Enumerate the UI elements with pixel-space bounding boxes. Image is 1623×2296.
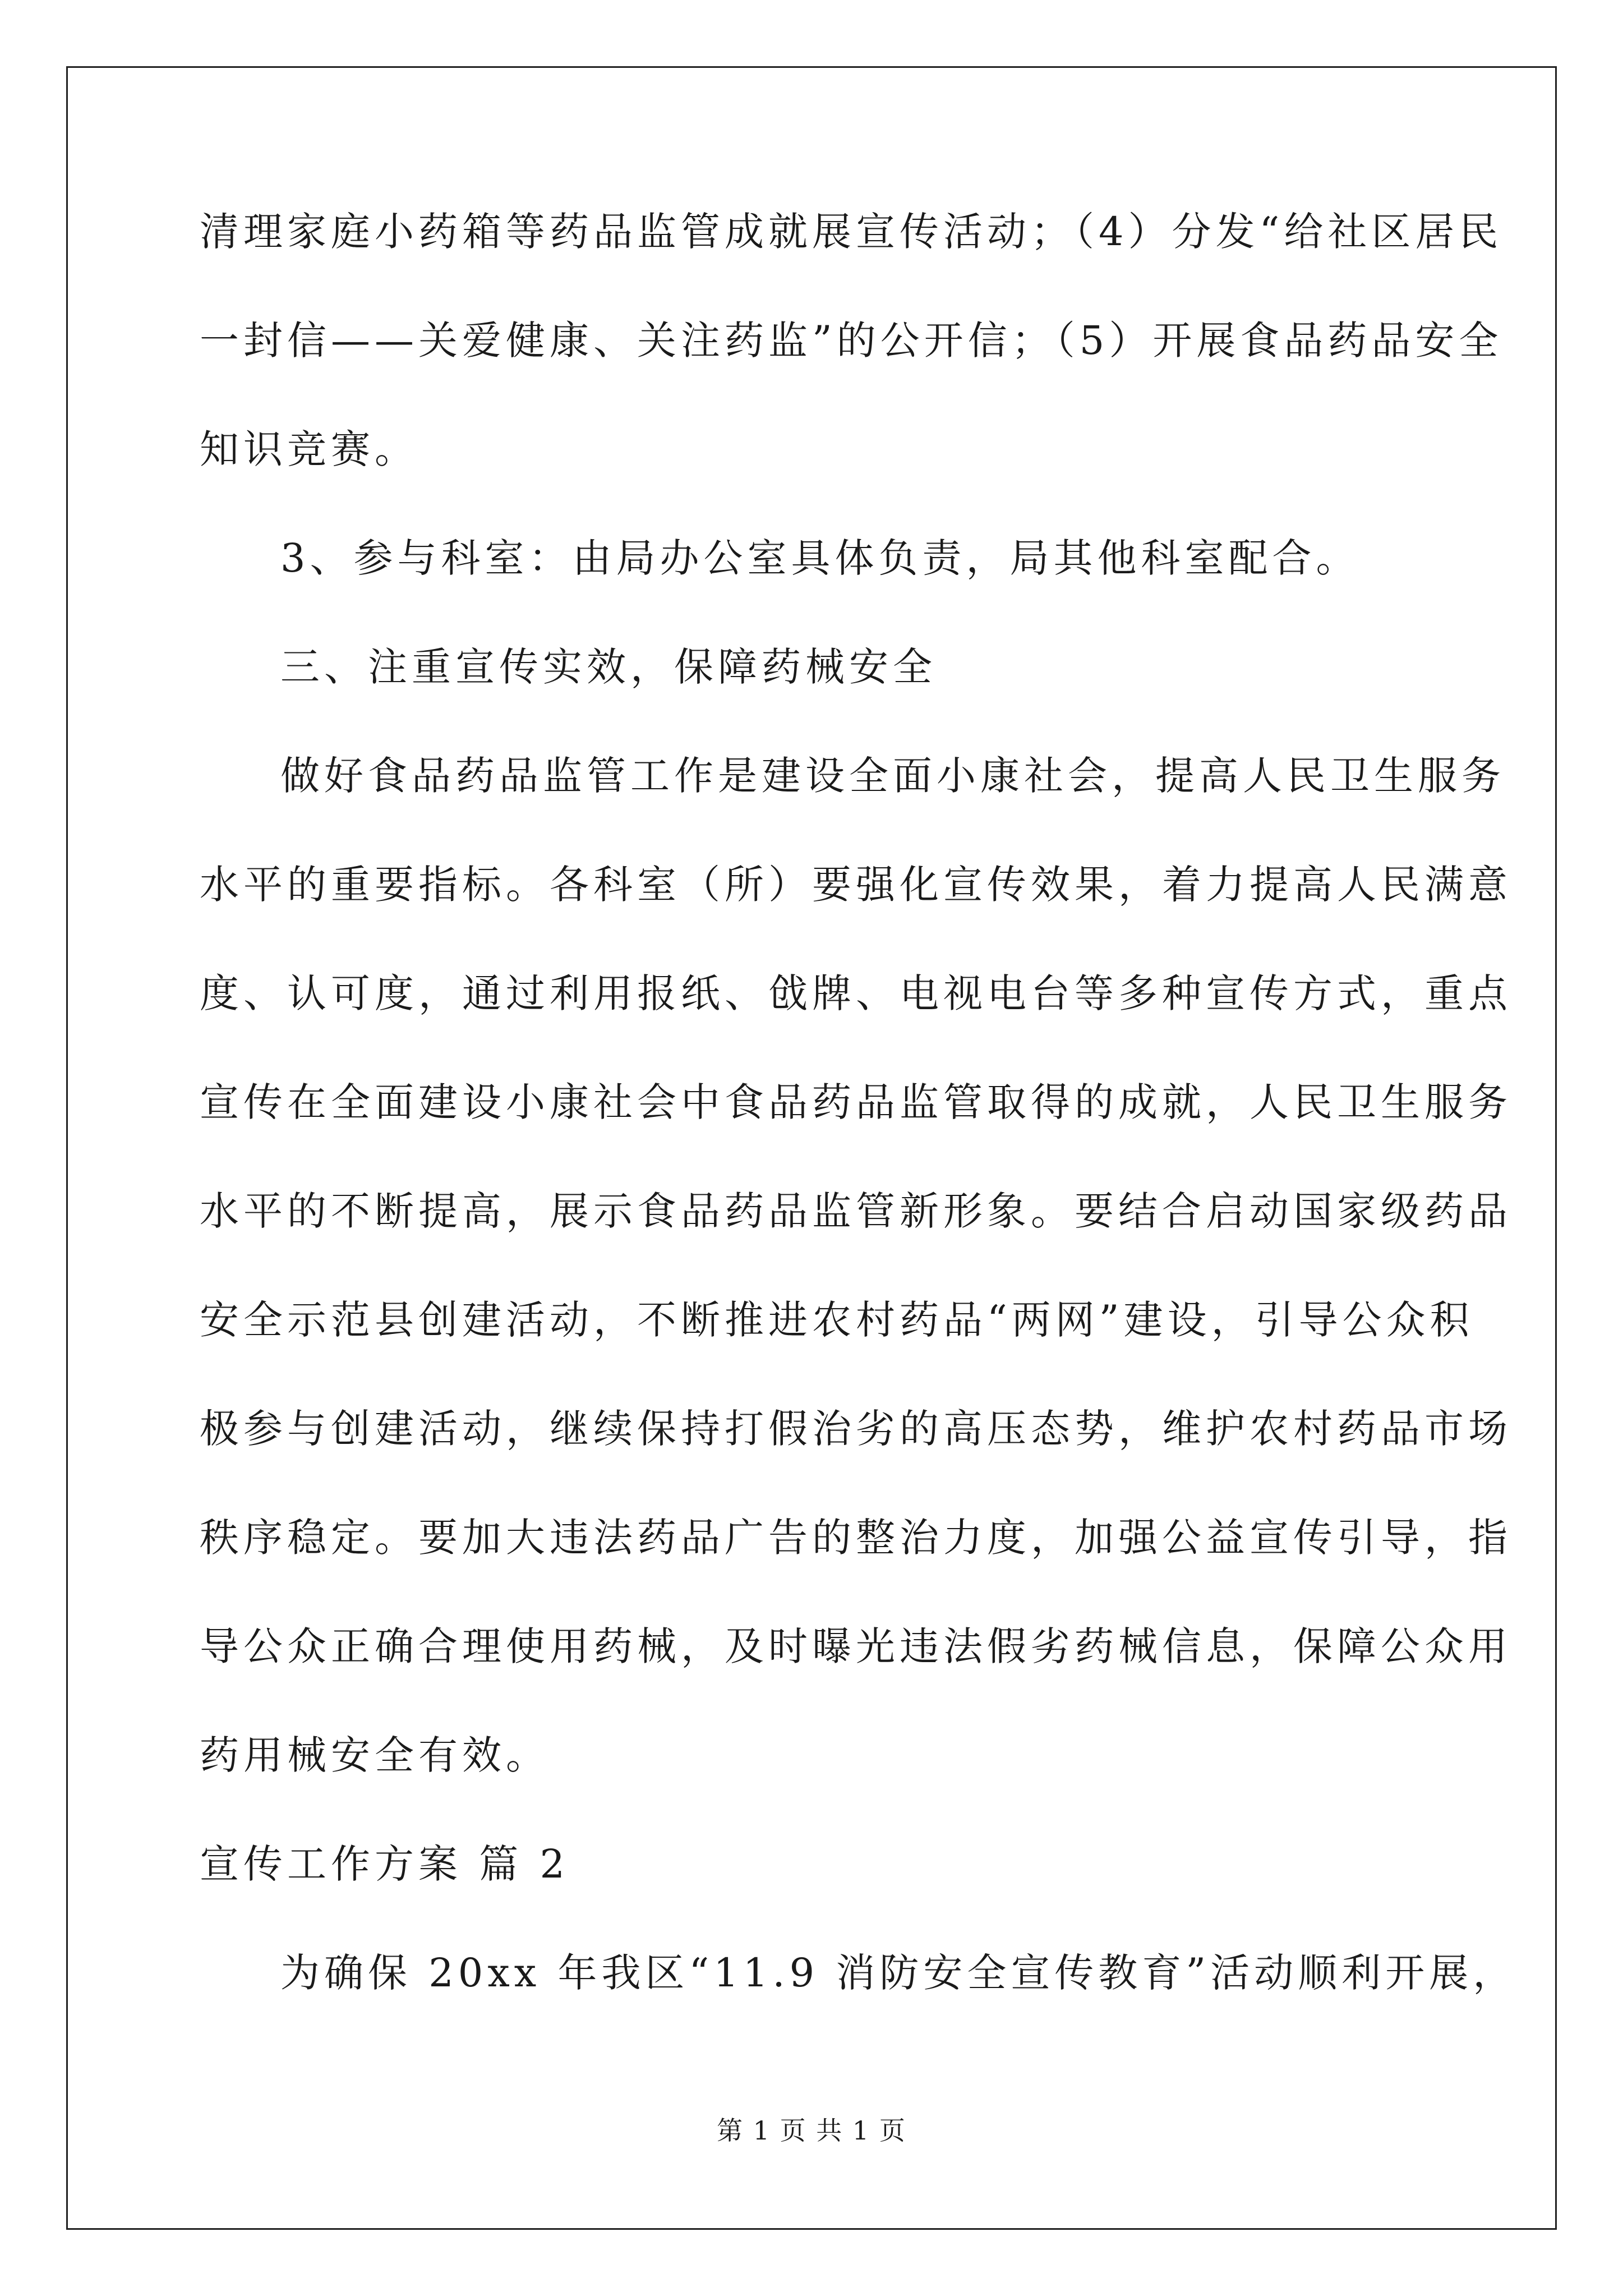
paragraph-line: 做好食品药品监管工作是建设全面小康社会，提高人民卫生服务 [280,753,1505,799]
document-body [200,205,1517,2000]
paragraph-participating-departments: 3、参与科室：由局办公室具体负责，局其他科室配合。 [280,535,1360,581]
paragraph-line: 药用械安全有效。 [200,1732,550,1778]
paragraph-line: 极参与创建活动，继续保持打假治劣的高压态势，维护农村药品市场 [200,1406,1512,1452]
paragraph-line: 导公众正确合理使用药械，及时曝光违法假劣药械信息，保障公众用 [200,1623,1512,1669]
paragraph-line: 清理家庭小药箱等药品监管成就展宣传活动；（4）分发“给社区居民 [200,209,1503,255]
paragraph-line: 安全示范县创建活动，不断推进农村药品“两网”建设，引导公众积 [200,1297,1474,1343]
section-title: 宣传工作方案 篇 2 [200,1841,570,1887]
paragraph-line: 秩序稳定。要加大违法药品广告的整治力度，加强公益宣传引导，指 [200,1515,1512,1561]
paragraph-line: 水平的重要指标。各科室（所）要强化宣传效果，着力提高人民满意 [200,862,1512,908]
paragraph-line: 水平的不断提高，展示食品药品监管新形象。要结合启动国家级药品 [200,1188,1512,1234]
section-heading: 三、注重宣传实效，保障药械安全 [280,644,937,690]
paragraph-line: 知识竞赛。 [200,426,418,472]
paragraph-line: 宣传在全面建设小康社会中食品药品监管取得的成就，人民卫生服务 [200,1079,1512,1125]
paragraph-line: 一封信——关爱健康、关注药监”的公开信；（5）开展食品药品安全 [200,318,1503,364]
page-footer: 第 1 页 共 1 页 [717,2115,906,2146]
paragraph-line: 为确保 20xx 年我区“11.9 消防安全宣传教育”活动顺利开展， [280,1950,1517,1996]
paragraph-line: 度、认可度，通过利用报纸、戗牌、电视电台等多种宣传方式，重点 [200,970,1512,1016]
